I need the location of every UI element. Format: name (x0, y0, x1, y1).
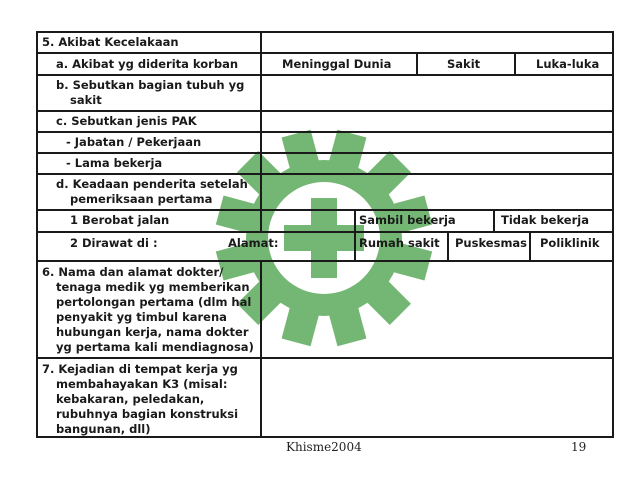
bagian-tubuh-label-1: b. Sebutkan bagian tubuh yg (56, 78, 245, 92)
section-7-line: 7. Kejadian di tempat kerja yg (42, 362, 238, 376)
akibat-label: a. Akibat yg diderita korban (56, 57, 239, 71)
section-5-heading: 5. Akibat Kecelakaan (42, 35, 179, 49)
bagian-tubuh-label-2: sakit (70, 93, 102, 107)
option-meninggal-dunia[interactable]: Meninggal Dunia (282, 57, 392, 71)
section-6-line: 6. Nama dan alamat dokter/ (42, 265, 224, 279)
option-tidak-bekerja[interactable]: Tidak bekerja (501, 213, 589, 227)
option-sambil-bekerja[interactable]: Sambil bekerja (359, 213, 456, 227)
option-poliklinik[interactable]: Poliklinik (540, 236, 600, 250)
lama-bekerja-label: - Lama bekerja (66, 156, 163, 170)
section-6-line: hubungan kerja, nama dokter (56, 325, 249, 339)
section-7-line: bangunan, dll) (56, 422, 151, 436)
footer-author: Khisme2004 (286, 440, 362, 454)
section-6-line: yg pertama kali mendiagnosa) (56, 340, 254, 354)
option-rumah-sakit[interactable]: Rumah sakit (359, 236, 440, 250)
keadaan-label-2: pemeriksaan pertama (70, 192, 213, 206)
option-puskesmas[interactable]: Puskesmas (455, 236, 528, 250)
section-7-line: kebakaran, peledakan, (56, 392, 205, 406)
dirawat-label: 2 Dirawat di : (70, 236, 158, 250)
jenis-pak-label: c. Sebutkan jenis PAK (56, 114, 197, 128)
section-7-line: membahayakan K3 (misal: (56, 377, 228, 391)
page-number: 19 (571, 440, 587, 454)
option-sakit[interactable]: Sakit (447, 57, 481, 71)
alamat-label: Alamat: (228, 236, 279, 250)
section-7-line: rubuhnya bagian konstruksi (56, 407, 239, 421)
section-6-line: pertolongan pertama (dlm hal (56, 295, 252, 309)
section-6-line: tenaga medik yg memberikan (56, 280, 250, 294)
jabatan-label: - Jabatan / Pekerjaan (66, 135, 202, 149)
option-luka-luka[interactable]: Luka-luka (536, 57, 600, 71)
section-6-line: penyakit yg timbul karena (56, 310, 227, 324)
berobat-jalan-label: 1 Berobat jalan (70, 213, 170, 227)
keadaan-label-1: d. Keadaan penderita setelah (56, 177, 248, 191)
